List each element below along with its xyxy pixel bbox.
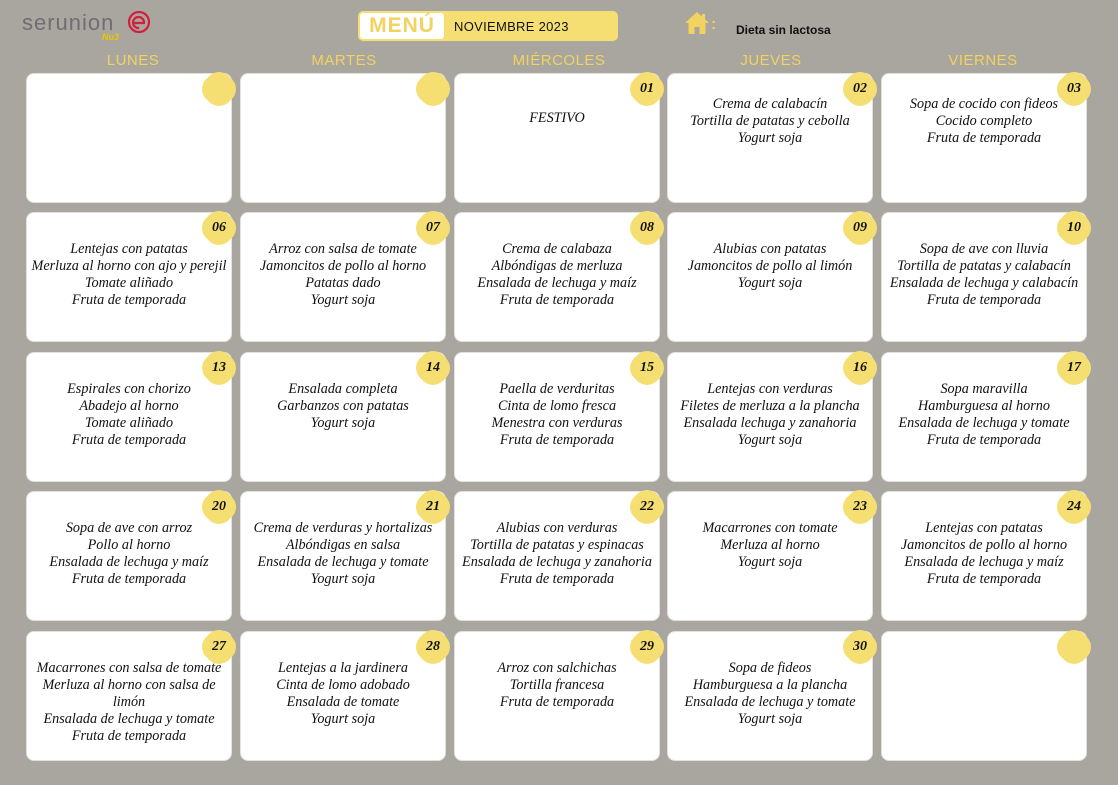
meal-item: Tortilla de patatas y calabacín	[897, 258, 1071, 274]
meal-item: Sopa de ave con lluvia	[919, 241, 1049, 257]
meal-list	[886, 520, 1082, 588]
day-number-badge: 29	[632, 632, 662, 662]
day-number-badge: 21	[418, 492, 448, 522]
menu-cell-viernes	[881, 352, 1087, 482]
meal-item: Ensalada de lechuga y calabacín	[889, 275, 1079, 291]
menu-cell-jueves	[667, 73, 873, 203]
day-number-badge: 14	[418, 353, 448, 383]
menu-cell-martes	[240, 352, 446, 482]
meal-item: Sopa de fideos	[728, 660, 812, 676]
meal-item: Ensalada de lechuga y tomate	[684, 694, 856, 710]
meal-item: Abadejo al horno	[79, 398, 179, 414]
meal-item: Crema de calabacín	[712, 96, 828, 112]
meal-item: Merluza al horno con ajo y perejil	[31, 258, 227, 274]
meal-item: Tomate aliñado	[84, 415, 174, 431]
meal-item: Hamburguesa al horno	[918, 398, 1050, 414]
day-number-badge	[1059, 632, 1089, 662]
meal-item: Cinta de lomo fresca	[497, 398, 617, 414]
meal-item: Yogurt soja	[737, 554, 803, 570]
day-number-badge: 10	[1059, 213, 1089, 243]
day-number-badge: 09	[845, 213, 875, 243]
meal-item: Ensalada de lechuga y maíz	[49, 554, 209, 570]
menu-cell-miercoles	[454, 491, 660, 621]
day-number-badge: 23	[845, 492, 875, 522]
meal-list	[886, 96, 1082, 147]
meal-item: Ensalada de lechuga y tomate	[898, 415, 1070, 431]
day-number-badge: 30	[845, 632, 875, 662]
meal-item: Ensalada de lechuga y maíz	[904, 554, 1064, 570]
meal-item: Ensalada de tomate	[286, 694, 400, 710]
meal-item: Cinta de lomo adobado	[276, 677, 410, 693]
meal-item: Pollo al horno	[87, 537, 171, 553]
meal-item: Fruta de temporada	[499, 694, 615, 710]
menu-cell-lunes	[26, 491, 232, 621]
meal-item: Fruta de temporada	[926, 432, 1042, 448]
meal-item: Yogurt soja	[310, 415, 376, 431]
meal-item: Tomate aliñado	[84, 275, 174, 291]
home-icon	[684, 11, 710, 35]
day-header-viernes: VIERNES	[948, 52, 1018, 69]
day-number-badge: 20	[204, 492, 234, 522]
menu-title: MENÚ	[360, 13, 444, 39]
day-number-badge: 06	[204, 213, 234, 243]
meal-list	[459, 381, 655, 449]
meal-item: Jamoncitos de pollo al horno	[900, 537, 1068, 553]
meal-item: Cocido completo	[935, 113, 1033, 129]
meal-item: Macarrones con tomate	[702, 520, 838, 536]
menu-cell-viernes	[881, 212, 1087, 342]
menu-cell-lunes	[26, 631, 232, 761]
meal-item: Fruta de temporada	[926, 571, 1042, 587]
menu-cell-jueves	[667, 491, 873, 621]
meal-item: Filetes de merluza a la plancha	[680, 398, 860, 414]
meal-item: Crema de verduras y hortalizas	[253, 520, 433, 536]
diet-label: Dieta sin lactosa	[736, 23, 831, 37]
meal-item: Tortilla de patatas y espinacas	[470, 537, 644, 553]
menu-cell-martes	[240, 631, 446, 761]
meal-item: Jamoncitos de pollo al limón	[687, 258, 853, 274]
menu-cell-lunes	[26, 73, 232, 203]
meal-list	[31, 381, 227, 449]
meal-item: Fruta de temporada	[71, 571, 187, 587]
day-number-badge: 01	[632, 74, 662, 104]
menu-cell-lunes	[26, 212, 232, 342]
menu-cell-lunes	[26, 352, 232, 482]
meal-item: Lentejas a la jardinera	[278, 660, 408, 676]
meal-item: Yogurt soja	[737, 275, 803, 291]
meal-list	[31, 520, 227, 588]
menu-cell-martes	[240, 212, 446, 342]
meal-item: Albóndigas en salsa	[285, 537, 401, 553]
meal-item: Crema de calabaza	[502, 241, 612, 257]
day-number-badge: 13	[204, 353, 234, 383]
menu-cell-martes	[240, 73, 446, 203]
meal-item: Patatas dado	[305, 275, 381, 291]
menu-cell-viernes	[881, 73, 1087, 203]
meal-item: Arroz con salchichas	[497, 660, 617, 676]
meal-item: Alubias con patatas	[713, 241, 827, 257]
meal-item: Lentejas con patatas	[925, 520, 1043, 536]
meal-item: Merluza al horno con salsa de limón	[42, 677, 216, 710]
meal-item: Fruta de temporada	[499, 432, 615, 448]
menu-cell-miercoles	[454, 73, 660, 203]
meal-list	[672, 96, 868, 147]
meal-item: Lentejas con verduras	[707, 381, 833, 397]
meal-list	[245, 660, 441, 728]
logo-sub-label: Nu3	[102, 32, 120, 42]
menu-cell-martes	[240, 491, 446, 621]
meal-item: Albóndigas de merluza	[491, 258, 623, 274]
day-number-badge: 08	[632, 213, 662, 243]
day-number-badge: 16	[845, 353, 875, 383]
meal-list	[672, 381, 868, 449]
meal-list	[886, 241, 1082, 309]
menu-cell-viernes	[881, 491, 1087, 621]
serunion-logo	[22, 10, 162, 42]
logo-wordmark: serunion	[22, 10, 115, 35]
meal-item: Tortilla francesa	[509, 677, 605, 693]
logo-e-swirl-icon	[127, 10, 151, 34]
meal-item: Yogurt soja	[310, 711, 376, 727]
meal-item: Ensalada lechuga y zanahoria	[683, 415, 857, 431]
meal-list	[672, 241, 868, 292]
meal-item: Garbanzos con patatas	[277, 398, 409, 414]
meal-list	[459, 660, 655, 711]
meal-list	[31, 241, 227, 309]
meal-item: Yogurt soja	[737, 432, 803, 448]
day-number-badge	[204, 74, 234, 104]
meal-item: Alubias con verduras	[496, 520, 618, 536]
meal-item: FESTIVO	[529, 110, 585, 126]
home-colon: :	[711, 16, 717, 33]
day-number-badge: 17	[1059, 353, 1089, 383]
meal-list	[886, 381, 1082, 449]
menu-cell-jueves	[667, 212, 873, 342]
day-header-lunes: LUNES	[106, 52, 160, 69]
meal-item: Macarrones con salsa de tomate	[36, 660, 222, 676]
menu-cell-viernes	[881, 631, 1087, 761]
meal-list	[459, 241, 655, 309]
meal-item: Lentejas con patatas	[70, 241, 188, 257]
month-title: NOVIEMBRE 2023	[454, 19, 569, 34]
menu-cell-miercoles	[454, 352, 660, 482]
day-number-badge: 28	[418, 632, 448, 662]
meal-item: Ensalada de lechuga y zanahoria	[462, 554, 652, 570]
meal-item: Fruta de temporada	[926, 292, 1042, 308]
day-number-badge: 27	[204, 632, 234, 662]
menu-header	[358, 11, 618, 41]
meal-item: Arroz con salsa de tomate	[269, 241, 417, 257]
meal-item: Yogurt soja	[310, 571, 376, 587]
meal-list	[245, 520, 441, 588]
meal-item: Fruta de temporada	[71, 292, 187, 308]
meal-item: Fruta de temporada	[499, 571, 615, 587]
menu-cell-jueves	[667, 352, 873, 482]
meal-item: Paella de verduritas	[499, 381, 615, 397]
meal-list	[31, 660, 227, 745]
day-number-badge: 24	[1059, 492, 1089, 522]
meal-item: Yogurt soja	[310, 292, 376, 308]
day-number-badge: 03	[1059, 74, 1089, 104]
meal-item: Ensalada de lechuga y tomate	[43, 711, 215, 727]
day-header-jueves: JUEVES	[740, 52, 802, 69]
menu-cell-miercoles	[454, 212, 660, 342]
meal-item: Yogurt soja	[737, 711, 803, 727]
meal-item: Sopa de ave con arroz	[65, 520, 193, 536]
day-header-martes: MARTES	[311, 52, 377, 69]
meal-item: Ensalada de lechuga y maíz	[477, 275, 637, 291]
meal-list	[245, 381, 441, 432]
meal-item: Sopa de cocido con fideos	[909, 96, 1059, 112]
meal-list	[672, 660, 868, 728]
meal-item: Fruta de temporada	[71, 728, 187, 744]
day-number-badge: 15	[632, 353, 662, 383]
menu-cell-jueves	[667, 631, 873, 761]
meal-item: Sopa maravilla	[940, 381, 1028, 397]
menu-cell-miercoles	[454, 631, 660, 761]
day-header-miercoles: MIÉRCOLES	[512, 52, 606, 69]
meal-item: Espirales con chorizo	[67, 381, 191, 397]
meal-item: Ensalada completa	[288, 381, 398, 397]
meal-list	[459, 110, 655, 127]
meal-item: Jamoncitos de pollo al horno	[259, 258, 427, 274]
day-number-badge: 07	[418, 213, 448, 243]
day-number-badge: 02	[845, 74, 875, 104]
meal-item: Hamburguesa a la plancha	[692, 677, 848, 693]
day-number-badge	[418, 74, 448, 104]
meal-list	[672, 520, 868, 571]
meal-item: Fruta de temporada	[926, 130, 1042, 146]
meal-item: Menestra con verduras	[491, 415, 623, 431]
meal-item: Fruta de temporada	[71, 432, 187, 448]
meal-item: Merluza al horno	[720, 537, 820, 553]
meal-item: Fruta de temporada	[499, 292, 615, 308]
meal-list	[459, 520, 655, 588]
day-number-badge: 22	[632, 492, 662, 522]
meal-item: Tortilla de patatas y cebolla	[690, 113, 850, 129]
meal-item: Ensalada de lechuga y tomate	[257, 554, 429, 570]
meal-list	[245, 241, 441, 309]
meal-item: Yogurt soja	[737, 130, 803, 146]
